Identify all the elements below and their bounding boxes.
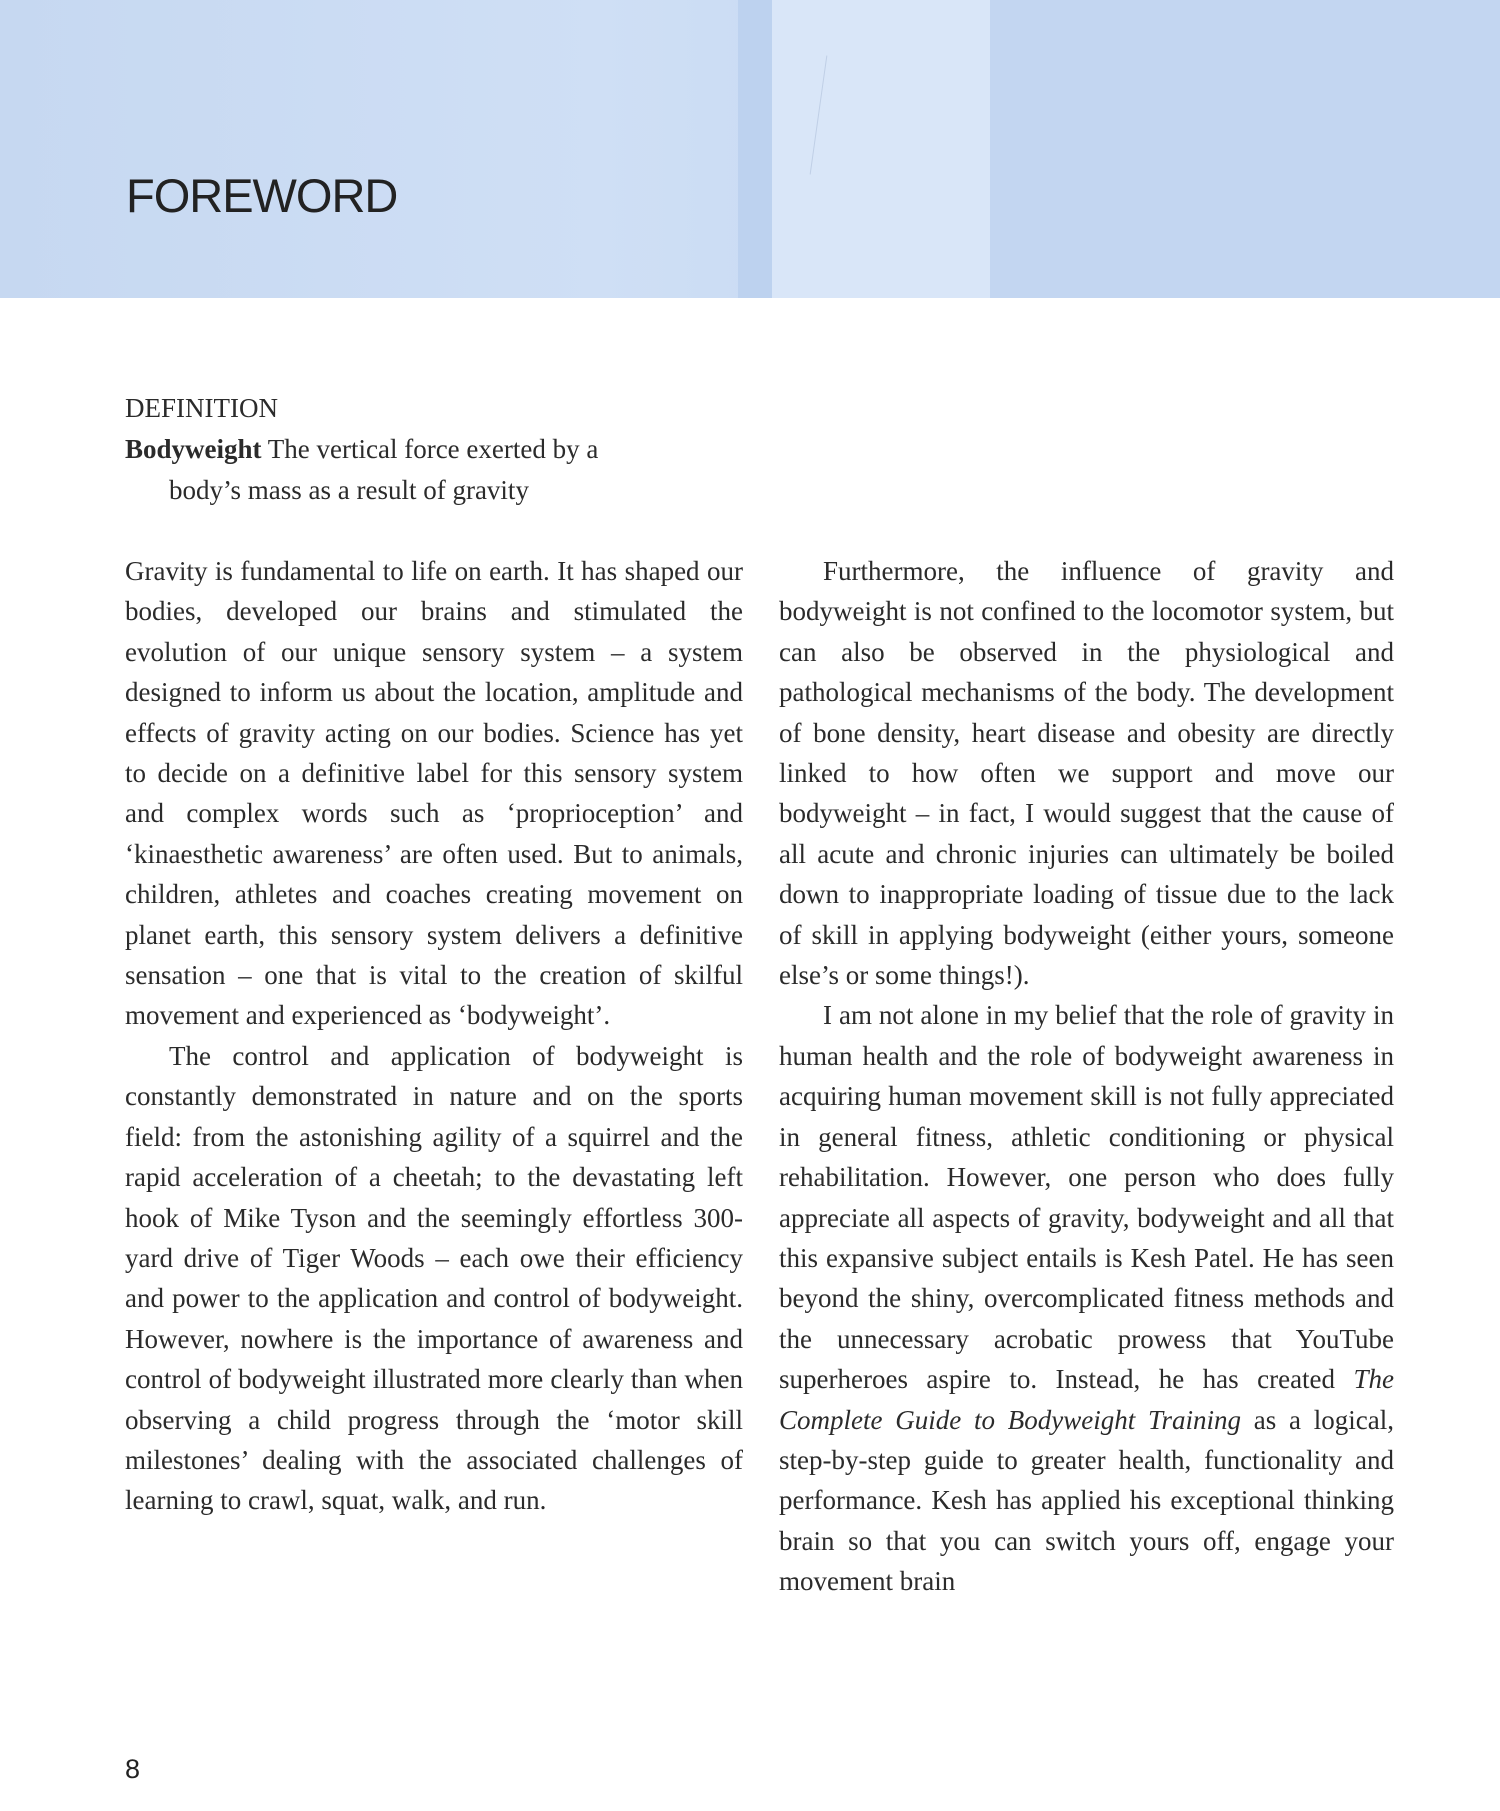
chapter-title: FOREWORD xyxy=(126,169,398,222)
body-paragraph xyxy=(779,995,1394,1601)
definition-line xyxy=(125,429,745,470)
body-paragraph: Gravity is fundamental to life on earth. It has shaped our bodies, developed our brains and stimulated the evolution of our unique sensory system – a system designed to inform us about the location, amplitude and effects of gravity acting on our bodies. Science has yet to decide on a definitive label for this sensory system and complex words such as ‘proprioception’ and ‘kinaesthetic awareness’ are often used. But to animals, children, athletes and coaches creating movement on planet earth, this sensory system delivers a definitive sensation – one that is vital to the creation of skilful movement and experienced as ‘bodyweight’. xyxy=(125,556,743,1031)
definition-text: The vertical force exerted by a xyxy=(261,434,599,464)
left-text-column xyxy=(125,551,743,1521)
definition-box xyxy=(125,388,745,511)
header-decor-strip xyxy=(772,0,990,298)
definition-text-continued: body’s mass as a result of gravity xyxy=(169,475,529,505)
header-decor-strip xyxy=(738,0,772,298)
definition-term: Bodyweight xyxy=(125,434,262,464)
body-paragraph: The control and application of bodyweight is constantly demonstrated in nature and on the sports field: from the astonishing agility of a squirrel and the rapid acceleration of a cheetah; to the devastating left hook of Mike Tyson and the seemingly effortless 300-yard drive of Tiger Woods – each owe their efficiency and power to the application and control of bodyweight. However, nowhere is the importance of awareness and control of bodyweight illustrated more clearly than when observing a child progress through the ‘motor skill milestones’ dealing with the associated challenges of learning to crawl, squat, walk, and run. xyxy=(125,1040,743,1516)
header-decor-strip xyxy=(990,0,1500,298)
paragraph-text: as a logical, step-by-step guide to greater health, functionality and performance. Kesh has applied his exceptional thinking brain so that you can switch yours off, engage your movement brain xyxy=(779,1404,1394,1597)
page-number: 8 xyxy=(125,1754,141,1784)
book-title: The Complete Guide to Bodyweight Training xyxy=(779,1364,1394,1435)
definition-heading: DEFINITION xyxy=(125,393,278,423)
paragraph-text: I am not alone in my belief that the role of gravity in human health and the role of bodyweight awareness in acquiring human movement skill is not fully appreciated in general fitness, athletic conditioning or physical rehabilitation. However, one person who does fully appreciate all aspects of gravity, bodyweight and all that this expansive subject entails is Kesh Patel. He has seen beyond the shiny, overcomplicated fitness methods and the unnecessary acrobatic prowess that YouTube superheroes aspire to. Instead, he has created xyxy=(779,1000,1394,1395)
right-text-column xyxy=(779,551,1394,1602)
body-paragraph: Furthermore, the influence of gravity and bodyweight is not confined to the locomotor system, but can also be observed in the physiological and pathological mechanisms of the body. The development of bone density, heart disease and obesity are directly linked to how often we support and move our bodyweight – in fact, I would suggest that the cause of all acute and chronic injuries can ultimately be boiled down to inappropriate loading of tissue due to the lack of skill in applying bodyweight (either yours, someone else’s or some things!). xyxy=(779,556,1394,991)
